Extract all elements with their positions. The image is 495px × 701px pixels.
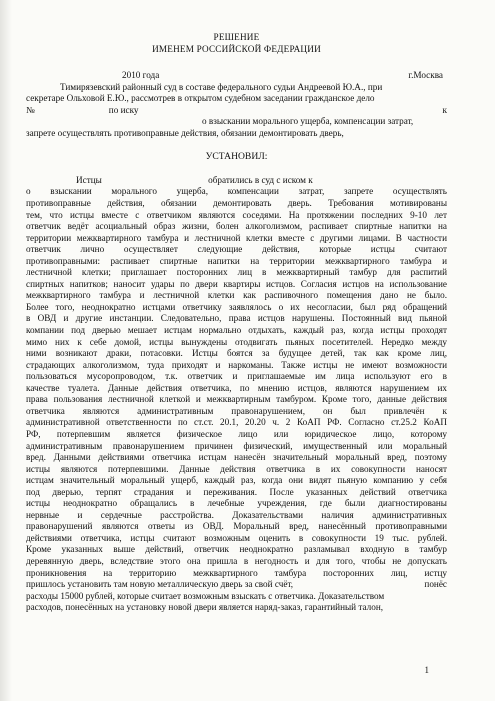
body-line: правонарушений являются ответы из ОВД. Моральный вред, нанесённый противоправными	[26, 521, 447, 532]
body-tail-line-2: расходы 15000 рублей, которые считает возможным взыскать с ответчика. Доказательством	[26, 590, 385, 601]
body-tail-line-3: расходов, понесённых на установку новой двери является наряд-заказ, гарантийный талон,	[26, 602, 384, 613]
body-line: ответчик лично осуществляет следующие действия, которые истцы считают	[26, 244, 447, 255]
body-line: ответчик ведёт асоциальный образ жизни, болен алкоголизмом, распивает спиртные напитки на	[26, 221, 447, 232]
body-line: компании под дверью мешает истцам нормально отдыхать, каждый раз, когда истцы проходят	[26, 325, 447, 336]
body-line: страдающих алкоголизмом, туда приходят и наркоманы. Также истцы не имеют возможности	[26, 359, 447, 370]
intro-line-4: о взыскании морального ущерба, компенсации затрат,	[202, 116, 414, 127]
body-line: противоправные действия, обязании демонтировать дверь. Требования мотивированы	[26, 198, 447, 209]
intro-line-1: Тимирязевский районный суд в составе федерального судьи Андреевой Ю.А., при	[60, 81, 383, 92]
body-line: Более того, неоднократно истцами ответчику заявлялось о их несогласии, был ряд обращений	[26, 301, 447, 312]
decision-city: г.Москва	[408, 70, 443, 81]
document-title: РЕШЕНИЕ	[213, 32, 260, 42]
body-line: спиртных напитков; наносит удары по двери квартиры истцов. Согласия истцов на использование	[26, 278, 447, 289]
case-against-label: к	[442, 104, 447, 115]
body-line: истцы неоднократно обращались в лечебные учреждения, где были диагностированы	[26, 498, 447, 509]
body-line: истцам значительный моральный ущерб, каждый раз, когда они видят пьяную компанию у себя	[26, 475, 447, 486]
scan-edge-shadow	[0, 0, 12, 701]
body-line: под дверью, терпят страдания и переживания. После указанных действий ответчика	[26, 486, 447, 497]
body-lines	[26, 186, 447, 579]
intro-line-2: секретаре Ольховой Е.Ю., рассмотрев в открытом судебном заседании гражданское дело	[26, 93, 375, 104]
body-line: проникновения на территорию межквартирного тамбура посторонних лиц, истцу	[26, 567, 447, 578]
body-line: мимо них к себе домой, истцы вынуждены отодвигать пьяных посетителей. Нередко между	[26, 336, 447, 347]
intro-line-3	[26, 105, 447, 117]
main-body	[26, 175, 447, 614]
intro-paragraph	[26, 82, 447, 140]
body-line: права пользования лестничной клеткой и межквартирным тамбуром. Кроме того, данные действия	[26, 394, 447, 405]
body-line: качестве туалета. Данные действия ответчика, по мнению истцов, являются нарушением их	[26, 382, 447, 393]
body-line: вред. Данными действиями ответчика истцам нанесён значительный моральный вред, поэтому	[26, 452, 447, 463]
body-line: о взыскании морального ущерба, компенсации затрат, запрете осуществлять	[26, 186, 447, 197]
appeal-text: обратились в суд с иском к	[208, 174, 313, 185]
body-line: действиями ответчика, истцы считают возможным оценить в совокупности 19 тыс. рублей.	[26, 532, 447, 543]
body-line: ними возникают драки, потасовки. Истцы боятся за будущее детей, так как кроме лиц,	[26, 348, 447, 359]
tail-text-a: пришлось установить там новую металлическую дверь за свой счёт,	[26, 579, 294, 590]
section-established-title: УСТАНОВИЛ:	[205, 151, 268, 163]
page-number: 1	[424, 665, 429, 676]
body-line: пользоваться мусоропроводом, т.к. ответчик и приглашаемые им лица используют его в	[26, 371, 447, 382]
case-number-label: №	[26, 104, 35, 115]
body-first-line	[26, 175, 447, 187]
body-tail-line-1	[26, 579, 447, 591]
plaintiffs-label: Истцы	[76, 174, 102, 185]
body-line: тем, что истцы вместе с ответчиком являются соседями. На протяжении последних 9-10 лет	[26, 209, 447, 220]
body-line: территории межквартирного тамбура и лестничной клетки вместе с другими лицами. В частности	[26, 232, 447, 243]
body-line: противоправными: распивает спиртные напитки на территории межквартирного тамбура и	[26, 255, 447, 266]
intro-line-5: запрете осуществлять противоправные действия, обязании демонтировать дверь,	[26, 127, 344, 138]
body-line: Кроме указанных выше действий, ответчик неоднократно разламывал входную в тамбур	[26, 544, 447, 555]
body-line: истцы являются потерпевшими. Данные действия ответчика в их совокупности наносят	[26, 463, 447, 474]
body-line: административной ответственности по ст.ст. 20.1, 20.20 ч. 2 КоАП РФ. Согласно ст.25.2 КоАП	[26, 417, 447, 428]
document-subtitle: ИМЕНЕМ РОССИЙСКОЙ ФЕДЕРАЦИИ	[152, 43, 321, 54]
body-line: лестничной клетки; приглашает посторонних лиц в межквартирный тамбур для распитий	[26, 267, 447, 278]
case-suit-label: по иску	[108, 104, 139, 115]
body-line: межквартирного тамбура и лестничной клетки как распивочного помещения дано не было.	[26, 290, 447, 301]
body-line: административным правонарушением причинен физический, имущественный или моральный	[26, 440, 447, 451]
body-line: нервные и сердечные расстройства. Доказательствами наличия административных	[26, 509, 447, 520]
body-line: деревянную дверь, вследствие этого она пришла в негодность и для того, чтобы не допускать	[26, 555, 447, 566]
date-city-row	[26, 70, 447, 82]
decision-year: 2010 года	[122, 70, 160, 81]
tail-text-b: понёс	[424, 579, 447, 590]
body-line: РФ, потерпевшим является физическое лицо или юридическое лицо, которому	[26, 428, 447, 439]
body-line: ответчика являются административным правонарушением, он был привлечён к	[26, 405, 447, 416]
body-line: в ОВД и другие инстанции. Следовательно, права истцов нарушены. Постоянный вид пьяной	[26, 313, 447, 324]
